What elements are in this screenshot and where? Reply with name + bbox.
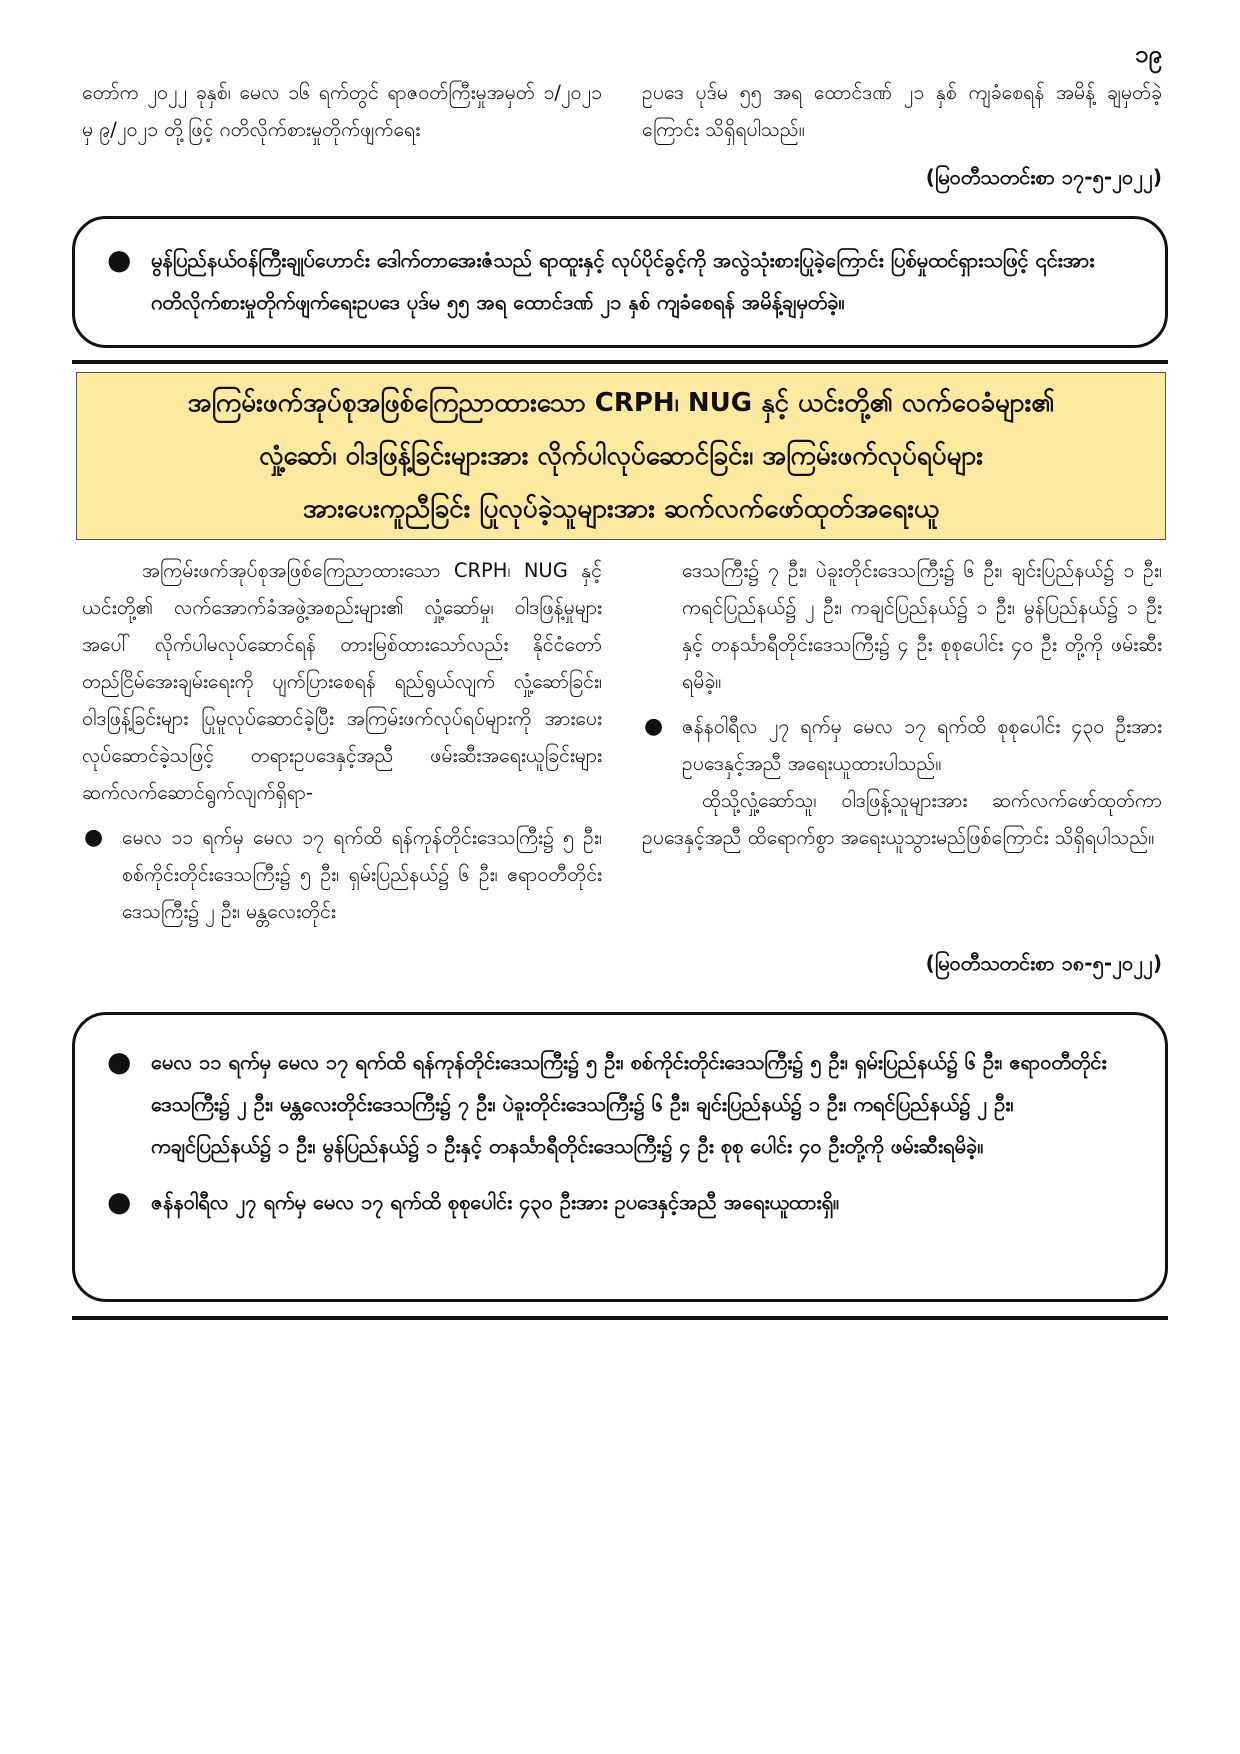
top-source-citation: (မြဝတီသတင်းစာ ၁၇-၅-၂၀၂၂) [925, 165, 1162, 189]
article-bullet-text: ဇန်နဝါရီလ ၂၇ ရက်မှ မေလ ၁၇ ရက်ထိ စုစုပေါင်း ၄၃၀ ဦးအား ဥပဒေနှင့်အညီ အရေးယူထားပါသည်။ [682, 715, 1162, 775]
bullet-icon: ● [107, 1045, 132, 1078]
divider-rule [72, 360, 1168, 364]
top-left-column [82, 74, 602, 148]
bullet-icon: ● [84, 825, 104, 850]
summary-box-2-list [97, 1041, 1129, 1223]
banner-line-2: လှုံ့ဆော်၊ ဝါဒဖြန့်ခြင်းများအား လိုက်ပါလုပ်ဆောင်ခြင်း၊ အကြမ်းဖက်လုပ်ရပ်များ [259, 440, 983, 471]
banner-line-1: အကြမ်းဖက်အုပ်စုအဖြစ်ကြေညာထားသော CRPH၊ NUG နှင့် ယင်းတို့၏ လက်ဝေခံများ၏ [187, 387, 1055, 418]
bullet-icon: ● [107, 243, 132, 276]
banner-line-3: အားပေးကူညီခြင်း ပြုလုပ်ခဲ့သူများအား ဆက်လက်ဖော်ထုတ်အရေးယူ [302, 493, 940, 524]
top-right-column [642, 74, 1162, 148]
article-bullet-item [82, 819, 602, 930]
summary-bullet-item [97, 239, 1129, 323]
summary-bullet-text: ဇန်နဝါရီလ ၂၇ ရက်မှ မေလ ၁၇ ရက်ထိ စုစုပေါင်း ၄၃၀ ဦးအား ဥပဒေနှင့်အညီ အရေးယူထားရှိ။ [151, 1190, 840, 1214]
summary-bullet-text: မွန်ပြည်နယ်ဝန်ကြီးချုပ်ဟောင်း ဒေါက်တာအေးဇံသည် ရာထူးနှင့် လုပ်ပိုင်ခွင့်ကို အလွဲသုံးစားပြုခဲ့ကြောင်း ပြစ်မှုထင်ရှားသဖြင့် ၎င်းအား ဂတိလိုက်စားမှုတိုက်ဖျက်ရေးဥပဒေ ပုဒ်မ ၅၅ အရ ထောင်ဒဏ် ၂၁ နှစ် ကျခံစေရန် အမိန့်ချမှတ်ခဲ့။ [151, 248, 1095, 314]
summary-box-1 [72, 216, 1168, 348]
summary-box-2 [72, 1012, 1168, 1302]
article-right-column [642, 552, 1162, 930]
heading-banner [76, 372, 1166, 540]
page-number: ၁၉ [1135, 40, 1162, 68]
summary-bullet-item [97, 1041, 1129, 1167]
top-left-text: တော်က ၂၀၂၂ ခုနှစ်၊ မေလ ၁၆ ရက်တွင် ရာဇဝတ်ကြီးမှုအမှတ် ၁/၂၀၂၁ မှ ၉/၂၀၂၁ တို့ဖြင့် ဂတိလိုက်စားမှုတိုက်ဖျက်ရေး [82, 81, 602, 141]
article-source-citation: (မြဝတီသတင်းစာ ၁၈-၅-၂၀၂၂) [925, 951, 1162, 975]
top-section [82, 74, 1162, 148]
article-closing-paragraph: ထိုသို့လှုံ့ဆော်သူ၊ ဝါဒဖြန့်သူများအား ဆက်လက်ဖော်ထုတ်ကာ ဥပဒေနှင့်အညီ ထိရောက်စွာ အရေးယူသွားမည်ဖြစ်ကြောင်း သိရှိရပါသည်။ [642, 789, 1162, 849]
article-intro-paragraph: အကြမ်းဖက်အုပ်စုအဖြစ်ကြေညာထားသော CRPH၊ NUG နှင့် ယင်းတို့၏ လက်အောက်ခံအဖွဲ့အစည်းများ၏ လှုံ့ဆော်မှု၊ ဝါဒဖြန့်မှုများအပေါ် လိုက်ပါမလုပ်ဆောင်ရန် တားမြစ်ထားသော်လည်း နိုင်ငံတော်တည်ငြိမ်အေးချမ်းရေးကို ပျက်ပြားစေရန် ရည်ရွယ်လျက် လှုံ့ဆော်ခြင်း၊ ဝါဒဖြန့်ခြင်းများ ပြုမူလုပ်ဆောင်ခဲ့ပြီး အကြမ်းဖက်လုပ်ရပ်များကို အားပေးလုပ်ဆောင်ခဲ့သဖြင့် တရားဥပဒေနှင့်အညီ ဖမ်းဆီးအရေးယူခြင်းများ ဆက်လက်ဆောင်ရွက်လျက်ရှိရာ- [82, 559, 602, 804]
article-left-column [82, 552, 602, 930]
bullet-icon: ● [644, 714, 664, 739]
summary-box-1-list [97, 239, 1129, 323]
summary-bullet-item [97, 1181, 1129, 1223]
article-bullet-text: မေလ ၁၁ ရက်မှ မေလ ၁၇ ရက်ထိ ရန်ကုန်တိုင်းဒေသကြီး၌ ၅ ဦး၊ စစ်ကိုင်းတိုင်းဒေသကြီး၌ ၅ ဦး၊ ရှမ်းပြည်နယ်၌ ၆ ဦး၊ ဧရာဝတီတိုင်းဒေသကြီး၌ ၂ ဦး၊ မန္တလေးတိုင်း [122, 826, 602, 923]
article-continued-text: ဒေသကြီး၌ ၇ ဦး၊ ပဲခူးတိုင်းဒေသကြီး၌ ၆ ဦး၊ ချင်းပြည်နယ်၌ ၁ ဦး၊ ကရင်ပြည်နယ်၌ ၂ ဦး၊ ကချင်ပြည်နယ်၌ ၁ ဦး၊ မွန်ပြည်နယ်၌ ၁ ဦးနှင့် တနင်္သာရီတိုင်းဒေသကြီး၌ ၄ ဦး စုစုပေါင်း ၄၀ ဦး တို့ကို ဖမ်းဆီးရမိခဲ့။ [682, 559, 1162, 693]
top-right-text: ဥပဒေ ပုဒ်မ ၅၅ အရ ထောင်ဒဏ် ၂၁ နှစ် ကျခံစေရန် အမိန့် ချမှတ်ခဲ့ကြောင်း သိရှိရပါသည်။ [642, 81, 1162, 141]
article-section [82, 552, 1162, 930]
bullet-icon: ● [107, 1185, 132, 1218]
summary-bullet-text: မေလ ၁၁ ရက်မှ မေလ ၁၇ ရက်ထိ ရန်ကုန်တိုင်းဒေသကြီး၌ ၅ ဦး၊ စစ်ကိုင်းတိုင်းဒေသကြီး၌ ၅ ဦး၊ ရှမ်းပြည်နယ်၌ ၆ ဦး၊ ဧရာဝတီတိုင်းဒေသကြီး၌ ၂ ဦး၊ မန္တလေးတိုင်းဒေသကြီး၌ ၇ ဦး၊ ပဲခူးတိုင်းဒေသကြီး၌ ၆ ဦး၊ ချင်းပြည်နယ်၌ ၁ ဦး၊ ကရင်ပြည်နယ်၌ ၂ ဦး၊ ကချင်ပြည်နယ်၌ ၁ ဦး၊ မွန်ပြည်နယ်၌ ၁ ဦးနှင့် တနင်္သာရီတိုင်းဒေသကြီး၌ ၄ ဦး စုစု ပေါင်း ၄၀ ဦးတို့ကို ဖမ်းဆီးရမိခဲ့။ [151, 1050, 1107, 1158]
article-bullet-item [642, 708, 1162, 782]
bottom-divider-rule [72, 1316, 1168, 1320]
